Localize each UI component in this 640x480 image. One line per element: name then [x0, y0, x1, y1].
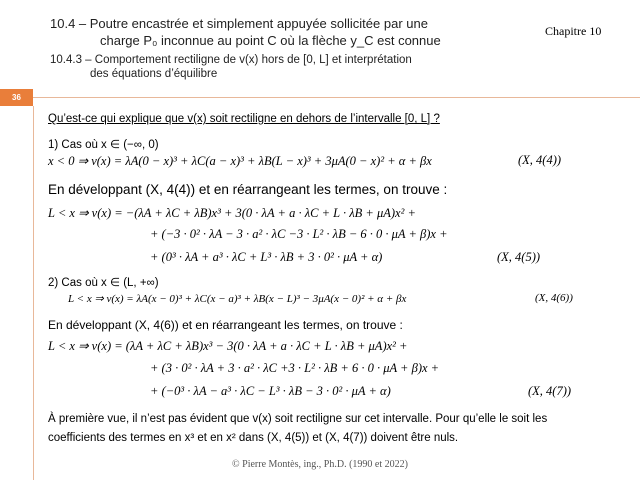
- header-divider: [33, 97, 640, 98]
- equation-4-line-3: + (−0³ · λA − a³ · λC − L³ · λB − 3 · 0² · μA + α): [150, 384, 391, 398]
- development-text-1: En développant (X, 4(4)) et en réarrangeant les termes, on trouve :: [48, 182, 448, 197]
- equation-3-tag: (X, 4(6)): [535, 292, 573, 304]
- subtitle-line-2: des équations d’équilibre: [90, 68, 218, 80]
- chapter-label: Chapitre 10: [545, 24, 602, 38]
- left-margin-line: [33, 106, 34, 480]
- page-number: 36: [0, 89, 33, 106]
- equation-4-line-1: L < x ⇒ v(x) = (λA + λC + λB)x³ − 3(0 · λA + a · λC + L · λB + μA)x² +: [48, 339, 408, 353]
- conclusion-line-1: À première vue, il n’est pas évident que v(x) soit rectiligne sur cet intervalle. Pour qu’elle le soit les: [48, 413, 548, 425]
- development-text-2: En développant (X, 4(6)) et en réarrangeant les termes, on trouve :: [48, 318, 403, 332]
- equation-3: L < x ⇒ v(x) = λA(x − 0)³ + λC(x − a)³ + λB(x − L)³ − 3μA(x − 0)² + α + βx: [68, 293, 407, 305]
- equation-2-line-1: L < x ⇒ v(x) = −(λA + λC + λB)x³ + 3(0 · λA + a · λC + L · λB + μA)x² +: [48, 206, 416, 220]
- equation-2-line-3: + (0³ · λA + a³ · λC + L³ · λB + 3 · 0² · μA + α): [150, 250, 383, 264]
- equation-2-line-2: + (−3 · 0² · λA − 3 · a² · λC −3 · L² · λB − 6 · 0 · μA + β)x +: [150, 227, 448, 241]
- equation-2-tag: (X, 4(5)): [497, 250, 541, 264]
- equation-1: x < 0 ⇒ v(x) = λA(0 − x)³ + λC(a − x)³ + λB(L − x)³ + 3μA(0 − x)² + α + βx: [48, 154, 432, 168]
- question-text: Qu’est-ce qui explique que v(x) soit rectiligne en dehors de l’intervalle [0, L] ?: [48, 113, 440, 125]
- title-line-1: 10.4 – Poutre encastrée et simplement appuyée sollicitée par une: [50, 16, 428, 31]
- slide-title: [50, 15, 520, 49]
- equation-4-line-2: + (3 · 0² · λA + 3 · a² · λC +3 · L² · λB + 6 · 0 · μA + β)x +: [150, 361, 440, 375]
- subtitle-line-1: 10.4.3 – Comportement rectiligne de v(x) hors de [0, L] et interprétation: [50, 54, 412, 66]
- equation-4-tag: (X, 4(7)): [528, 384, 572, 398]
- slide-subtitle: [50, 53, 530, 81]
- case1-label: 1) Cas où x ∈ (−∞, 0): [48, 139, 159, 151]
- copyright-footer: © Pierre Montès, ing., Ph.D. (1990 et 2022): [232, 459, 408, 470]
- case2-label: 2) Cas où x ∈ (L, +∞): [48, 277, 159, 289]
- title-line-2: charge P₀ inconnue au point C où la flèche y_C est connue: [100, 33, 441, 48]
- conclusion-line-2: coefficients des termes en x³ et en x² dans (X, 4(5)) et (X, 4(7)) doivent être nuls.: [48, 432, 459, 444]
- equation-1-tag: (X, 4(4)): [518, 153, 562, 167]
